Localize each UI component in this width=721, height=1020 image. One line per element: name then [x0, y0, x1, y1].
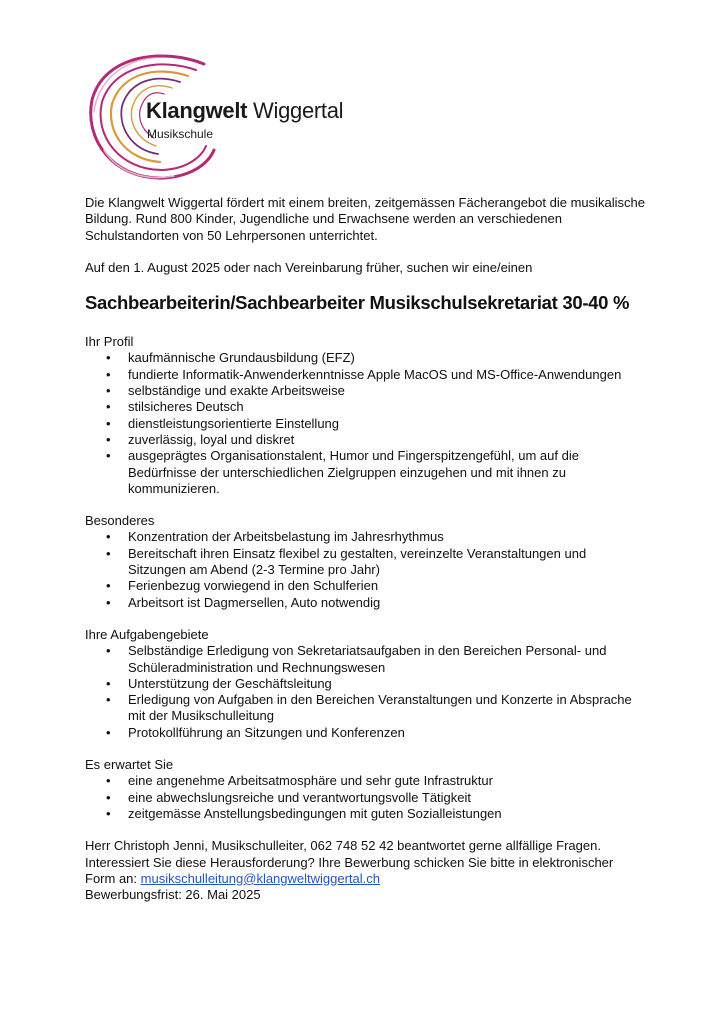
- bullet-list: [85, 643, 645, 741]
- list-item: • stilsicheres Deutsch: [128, 399, 645, 415]
- bullet-list: [85, 529, 645, 610]
- list-item: • Arbeitsort ist Dagmersellen, Auto notwendig: [128, 595, 645, 611]
- deadline-line: Bewerbungsfrist: 26. Mai 2025: [85, 887, 261, 903]
- section-heading: Es erwartet Sie: [85, 757, 174, 773]
- list-item: • kaufmännische Grundausbildung (EFZ): [128, 350, 645, 366]
- apply-text: Interessiert Sie diese Herausforderung? Ihre Bewerbung schicken Sie bitte in elektronischer Form an:: [85, 854, 614, 886]
- list-item: • dienstleistungsorientierte Einstellung: [128, 416, 645, 432]
- intro-paragraph: Die Klangwelt Wiggertal fördert mit einem breiten, zeitgemässen Fächerangebot die musikalische Bildung. Rund 800 Kinder, Jugendliche und Erwachsene werden an verschiedenen Schulstandorten von 50 Lehrpersonen unterrichtet.: [85, 195, 645, 243]
- list-item: • fundierte Informatik-Anwenderkenntnisse Apple MacOS und MS-Office-Anwendungen: [128, 367, 645, 383]
- section-heading: Ihre Aufgabengebiete: [85, 626, 209, 642]
- apply-line: [85, 855, 645, 888]
- start-date-line: Auf den 1. August 2025 oder nach Vereinbarung früher, suchen wir eine/einen: [85, 259, 533, 275]
- list-item: • Unterstützung der Geschäftsleitung: [128, 676, 645, 692]
- section-tasks: [85, 627, 645, 741]
- email-link[interactable]: musikschulleitung@klangweltwiggertal.ch: [140, 870, 381, 886]
- logo-name-light: Wiggertal: [253, 98, 344, 123]
- list-item: • Protokollführung an Sitzungen und Konferenzen: [128, 725, 645, 741]
- logo-subtitle: Musikschule: [147, 127, 214, 141]
- list-item: • Selbständige Erledigung von Sekretariatsaufgaben in den Bereichen Personal- und Schüleradministration und Rechnungswesen: [128, 643, 645, 676]
- section-profile: [85, 334, 645, 497]
- list-item: • eine abwechslungsreiche und verantwortungsvolle Tätigkeit: [128, 790, 645, 806]
- section-offer: [85, 757, 645, 822]
- bullet-list: [85, 773, 645, 822]
- document-body: [85, 195, 645, 903]
- list-item: • ausgeprägtes Organisationstalent, Humor und Fingerspitzengefühl, um auf die Bedürfnisse der unterschiedlichen Zielgruppen einzugehen und mit ihnen zu kommunizieren.: [128, 448, 645, 497]
- list-item: • zuverlässig, loyal und diskret: [128, 432, 645, 448]
- logo: [84, 50, 344, 185]
- logo-wordmark: [146, 98, 343, 124]
- logo-name-bold: Klangwelt: [146, 98, 248, 123]
- list-item: • Bereitschaft ihren Einsatz flexibel zu gestalten, vereinzelte Veranstaltungen und Sitzungen am Abend (2-3 Termine pro Jahr): [128, 546, 645, 579]
- list-item: • Erledigung von Aufgaben in den Bereichen Veranstaltungen und Konzerte in Absprache mit der Musikschulleitung: [128, 692, 645, 725]
- list-item: • eine angenehme Arbeitsatmosphäre und sehr gute Infrastruktur: [128, 773, 645, 789]
- contact-footer: [85, 838, 645, 903]
- list-item: • selbständige und exakte Arbeitsweise: [128, 383, 645, 399]
- section-special: [85, 513, 645, 611]
- contact-line: Herr Christoph Jenni, Musikschulleiter, 062 748 52 42 beantwortet gerne allfällige Fragen.: [85, 838, 601, 854]
- bullet-list: [85, 350, 645, 497]
- job-title: Sachbearbeiterin/Sachbearbeiter Musikschulsekretariat 30-40 %: [85, 292, 630, 314]
- section-heading: Ihr Profil: [85, 334, 134, 350]
- list-item: • zeitgemässe Anstellungsbedingungen mit guten Sozialleistungen: [128, 806, 645, 822]
- list-item: • Ferienbezug vorwiegend in den Schulferien: [128, 578, 645, 594]
- list-item: • Konzentration der Arbeitsbelastung im Jahresrhythmus: [128, 529, 645, 545]
- section-heading: Besonderes: [85, 513, 155, 529]
